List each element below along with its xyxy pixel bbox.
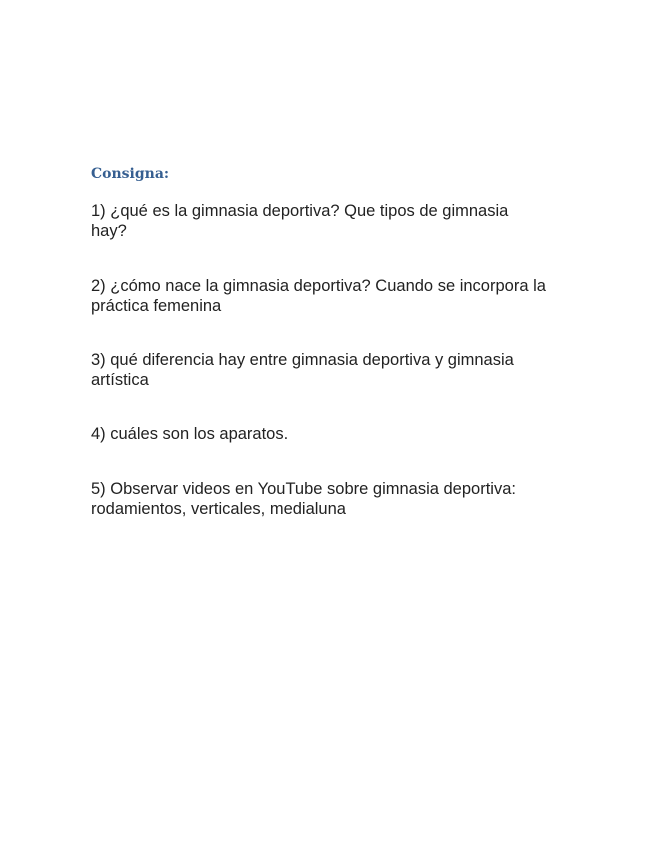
page-heading: Consigna: xyxy=(91,166,170,182)
question-5-line-2: rodamientos, verticales, medialuna xyxy=(91,499,346,518)
question-3-line-2: artística xyxy=(91,370,149,389)
question-2-line-1: 2) ¿cómo nace la gimnasia deportiva? Cuando se incorpora la xyxy=(91,277,546,295)
question-2-line-2: práctica femenina xyxy=(91,296,222,315)
question-2 xyxy=(91,277,581,316)
question-1-line-1: 1) ¿qué es la gimnasia deportiva? Que tipos de gimnasia xyxy=(91,202,509,220)
question-3 xyxy=(91,351,581,390)
question-3-line-1: 3) qué diferencia hay entre gimnasia deportiva y gimnasia xyxy=(91,351,514,369)
question-1-line-2: hay? xyxy=(91,221,127,240)
question-5-line-1: 5) Observar videos en YouTube sobre gimnasia deportiva: xyxy=(91,480,516,498)
question-5 xyxy=(91,480,581,519)
question-4 xyxy=(91,425,581,445)
question-1 xyxy=(91,202,581,241)
question-4-line-1: 4) cuáles son los aparatos. xyxy=(91,425,289,443)
